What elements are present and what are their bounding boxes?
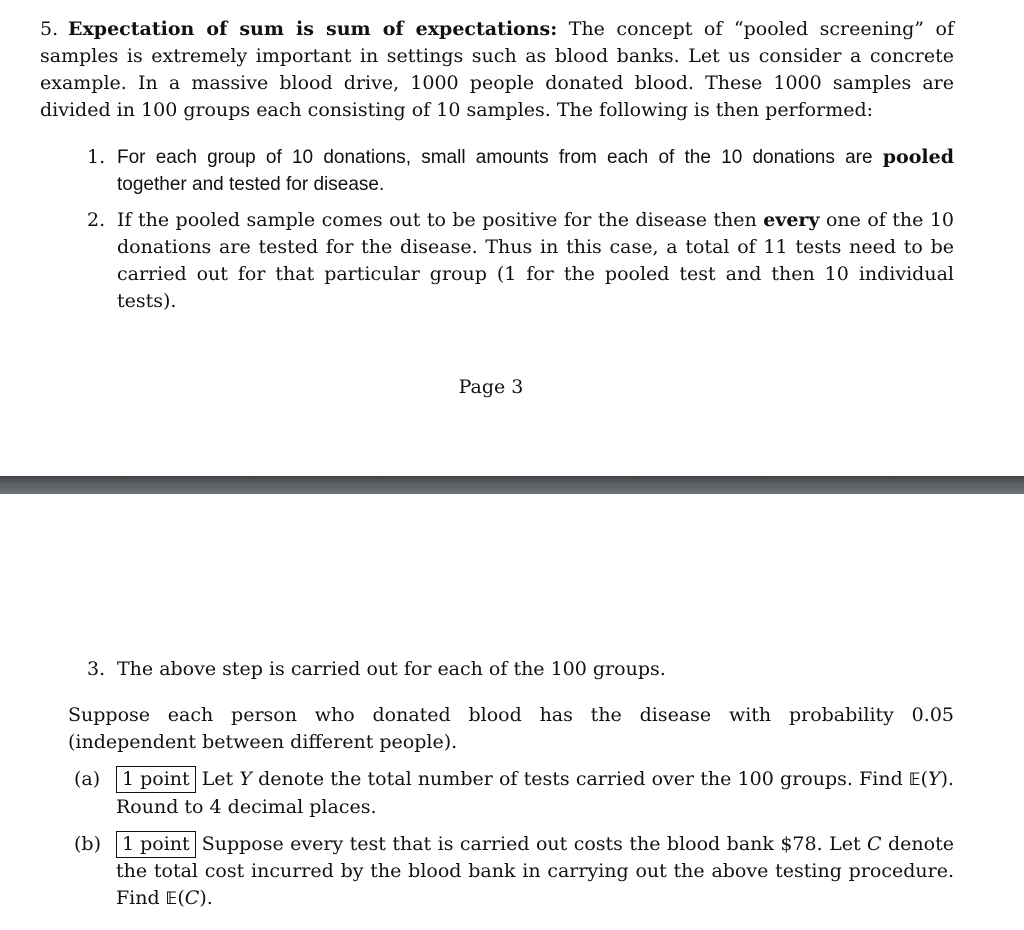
math-variable: C (867, 833, 882, 855)
problem-statement (40, 16, 954, 124)
step-emphasis: every (763, 209, 820, 231)
step-text: The above step is carried out for each of the 100 groups. (117, 658, 666, 680)
math-paren: ( (177, 887, 185, 909)
math-paren: ( (920, 768, 929, 790)
page-number: Page 3 (458, 376, 524, 398)
step-item-3 (87, 656, 954, 683)
question-text: ). Round to 4 decimal places. (116, 768, 955, 818)
step-text-after: together and tested for disease. (117, 174, 385, 195)
question-b (74, 831, 954, 913)
question-text: Let (201, 768, 240, 790)
step-item-2 (87, 207, 954, 315)
question-text: denote the total cost incurred by the blood bank in carrying out the above testing procedure. Find (116, 833, 954, 909)
step-text: For each group of 10 donations, small amounts from each of the 10 donations are (117, 147, 883, 168)
step-emphasis: pooled (882, 146, 954, 168)
step-text: If the pooled sample comes out to be positive for the disease then (117, 209, 764, 231)
expectation-symbol: 𝔼 (165, 889, 178, 909)
question-label: (b) (74, 833, 101, 855)
question-text: ). (199, 887, 213, 909)
page-break (0, 474, 1024, 497)
question-text: denote the total number of tests carried over the 100 groups. Find (251, 768, 909, 790)
math-variable: Y (928, 768, 941, 790)
problem-intro-text: The concept of “pooled screening” of samples is extremely important in settings such as blood banks. Let us consider a concrete example. In a massive blood drive, 1000 people donated blood. These 1000 samples are divided in 100 groups each consisting of 10 samples. The following is then performed: (40, 18, 954, 121)
assumption-paragraph: Suppose each person who donated blood has the disease with probability 0.05 (independent between different people). (68, 704, 954, 753)
math-variable: Y (239, 768, 252, 790)
step-item-1 (87, 144, 954, 198)
page-separator-bar (0, 476, 1024, 494)
question-label: (a) (74, 768, 101, 790)
question-text: Suppose every test that is carried out costs the blood bank $78. Let (201, 833, 868, 855)
expectation-symbol: 𝔼 (908, 770, 921, 790)
question-a (74, 766, 955, 821)
step-number: 3. (87, 658, 106, 680)
step-number: 2. (87, 209, 106, 231)
math-variable: C (184, 887, 200, 909)
step-number: 1. (87, 146, 106, 168)
problem-number: 5. (40, 18, 59, 40)
points-badge: 1 point (116, 766, 196, 793)
problem-title: Expectation of sum is sum of expectations: (68, 18, 558, 40)
step-text-after: one of the 10 donations are tested for the disease. Thus in this case, a total of 11 tests need to be carried out for that particular group (1 for the pooled test and then 10 individual tests). (117, 209, 954, 312)
points-badge: 1 point (116, 831, 196, 858)
